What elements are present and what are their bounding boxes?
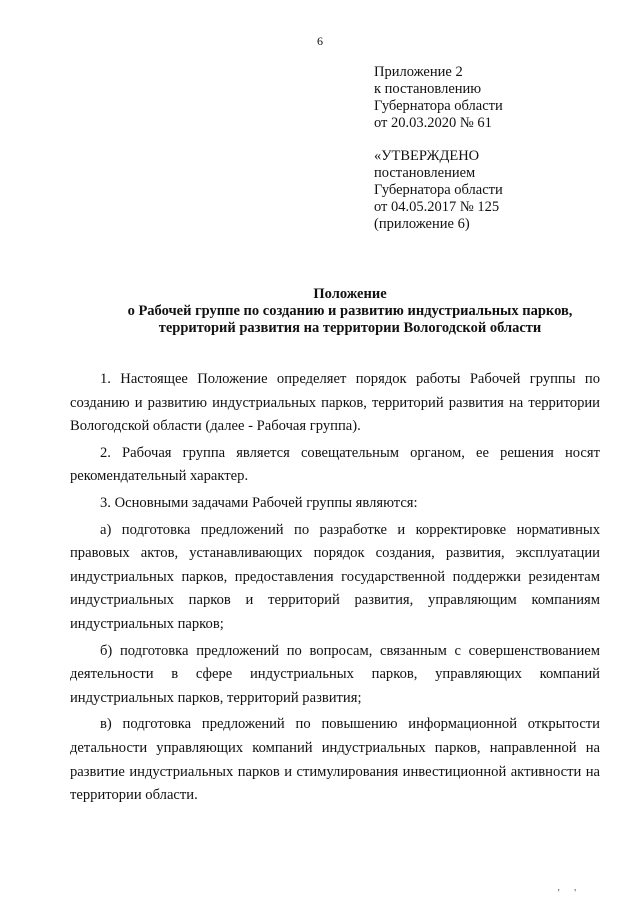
approval-line: от 04.05.2017 № 125 — [374, 199, 500, 215]
paragraph-3b: б) подготовка предложений по вопросам, связанным с совершенствованием деятельности в сфере индустриальных парков, управляющих компаний индустриальных парков, территорий развития; — [70, 642, 600, 706]
title-line: Положение — [313, 286, 387, 302]
approval-line: (приложение 6) — [374, 216, 470, 232]
title-line: территорий развития на территории Вологодской области — [158, 320, 542, 336]
approval-line: «УТВЕРЖДЕНО — [374, 148, 480, 164]
approval-block — [374, 148, 503, 233]
appendix-line: от 20.03.2020 № 61 — [374, 115, 492, 131]
approval-line: постановлением — [374, 165, 476, 181]
page-number: 6 — [317, 34, 323, 48]
paragraph-3: 3. Основными задачами Рабочей группы являются: — [100, 494, 418, 511]
appendix-line: к постановлению — [374, 81, 482, 97]
appendix-line: Губернатора области — [374, 98, 503, 114]
appendix-block — [374, 64, 503, 132]
paragraph-3a: а) подготовка предложений по разработке и корректировке нормативных правовых актов, устанавливающих порядок создания, развития, эксплуатации индустриальных парков, предоставления государственной поддержки резидентам индустриальных парков и территорий развития, управляющим компаниям индустриальных парков; — [70, 521, 600, 632]
paragraph-2: 2. Рабочая группа является совещательным органом, ее решения носят рекомендательный характер. — [70, 444, 600, 485]
document-title — [60, 286, 640, 337]
scan-marks: ' ' — [557, 888, 582, 899]
paragraph-1: 1. Настоящее Положение определяет порядок работы Рабочей группы по созданию и развитию индустриальных парков, территорий развития на территории Вологодской области (далее - Рабочая группа). — [70, 371, 600, 435]
document-body — [70, 368, 600, 808]
approval-line: Губернатора области — [374, 182, 503, 198]
paragraph-3c: в) подготовка предложений по повышению информационной открытости детальности управляющих компаний индустриальных парков, направленной на развитие индустриальных парков и стимулирования инвестиционной активности на территории области. — [70, 716, 600, 804]
title-line: о Рабочей группе по созданию и развитию индустриальных парков, — [127, 303, 573, 319]
appendix-line: Приложение 2 — [374, 64, 463, 80]
